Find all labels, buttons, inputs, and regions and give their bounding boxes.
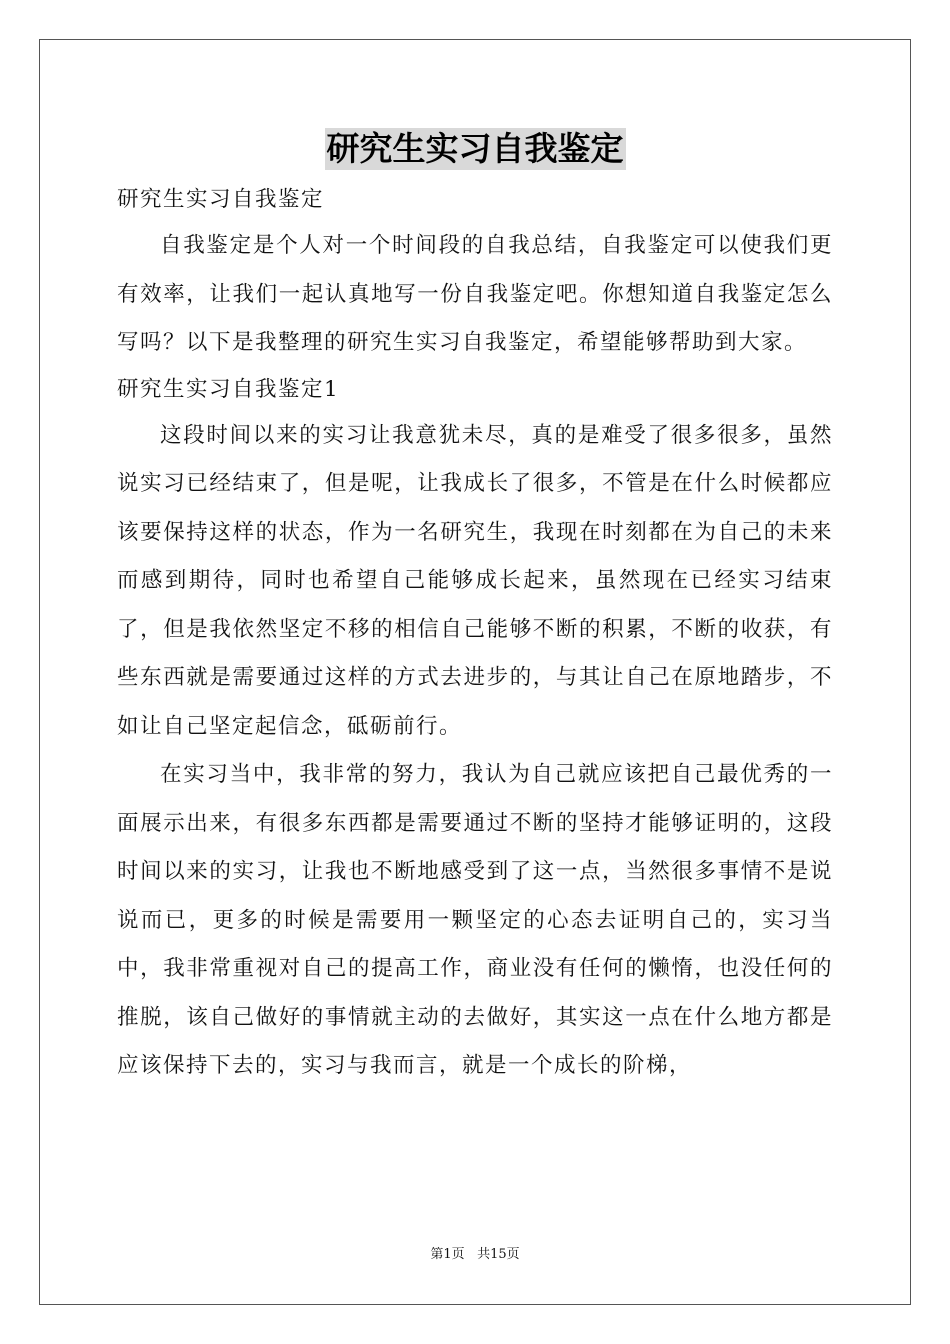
page-footer — [0, 1247, 950, 1263]
body-paragraph-1: 这段时间以来的实习让我意犹未尽，真的是难受了很多很多，虽然说实习已经结束了，但是呢，让我成长了很多，不管是在什么时候都应该要保持这样的状态，作为一名研究生，我现在时刻都在为自己的未来而感到期待，同时也希望自己能够成长起来，虽然现在已经实习结束了，但是我依然坚定不移的相信自己能够不断的积累，不断的收获，有些东西就是需要通过这样的方式去进步的，与其让自己在原地踏步，不如让自己坚定起信念，砥砺前行。 — [117, 422, 833, 739]
document-title: 研究生实习自我鉴定 — [326, 129, 624, 168]
title-container — [0, 128, 950, 170]
section-heading: 研究生实习自我鉴定1 — [117, 376, 340, 402]
intro-paragraph: 自我鉴定是个人对一个时间段的自我总结，自我鉴定可以使我们更有效率，让我们一起认真地写一份自我鉴定吧。你想知道自我鉴定怎么写吗？以下是我整理的研究生实习自我鉴定，希望能够帮助到大家。 — [117, 233, 833, 355]
document-body — [117, 178, 833, 1091]
page-number: 第1页 — [430, 1247, 465, 1262]
document-subtitle: 研究生实习自我鉴定 — [117, 187, 325, 212]
body-paragraph-2: 在实习当中，我非常的努力，我认为自己就应该把自己最优秀的一面展示出来，有很多东西都是需要通过不断的坚持才能够证明的，这段时间以来的实习，让我也不断地感受到了这一点，当然很多事情不是说说而已，更多的时候是需要用一颗坚定的心态去证明自己的，实习当中，我非常重视对自己的提高工作，商业没有任何的懒惰，也没任何的推脱，该自己做好的事情就主动的去做好，其实这一点在什么地方都是应该保持下去的，实习与我而言，就是一个成长的阶梯， — [117, 762, 833, 1078]
page-total: 共15页 — [477, 1247, 520, 1262]
